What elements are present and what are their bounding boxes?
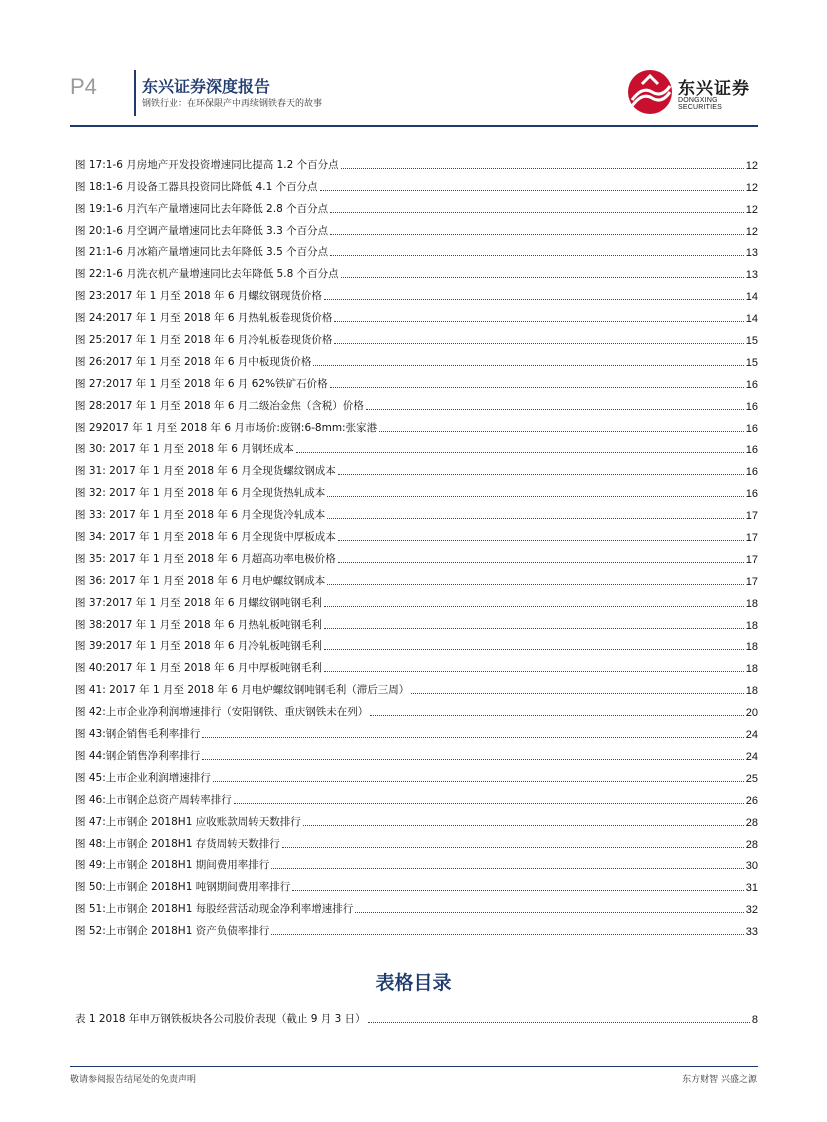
dot-leader [324, 649, 744, 650]
dot-leader [341, 277, 744, 278]
table-list [75, 1004, 758, 1026]
table-entry[interactable] [75, 1004, 758, 1026]
figure-entry-label: 图 41: 2017 年 1 月至 2018 年 6 月电炉螺纹钢吨钢毛利（滞后三周） [75, 684, 410, 697]
dot-leader [366, 409, 744, 410]
figure-entry-label: 图 32: 2017 年 1 月至 2018 年 6 月全现货热轧成本 [75, 487, 326, 500]
figure-entry[interactable] [75, 719, 758, 741]
figure-entry-label: 图 50:上市钢企 2018H1 吨钢期间费用率排行 [75, 881, 291, 894]
figure-entry-label: 图 21:1-6 月冰箱产量增速同比去年降低 3.5 个百分点 [75, 246, 329, 259]
tables-section-title: 表格目录 [375, 972, 452, 994]
dot-leader [330, 234, 744, 235]
figure-entry-page: 15 [745, 356, 758, 369]
figure-entry-page: 30 [745, 860, 758, 873]
figure-entry[interactable] [75, 675, 758, 697]
page-number: P4 [70, 74, 97, 99]
figure-entry-label: 图 47:上市钢企 2018H1 应收账款周转天数排行 [75, 815, 301, 828]
figure-entry[interactable] [75, 807, 758, 829]
figure-entry-label: 图 28:2017 年 1 月至 2018 年 6 月二级冶金焦（含税）价格 [75, 399, 364, 412]
dot-leader [338, 540, 744, 541]
figure-entry[interactable] [75, 566, 758, 588]
figure-entry[interactable] [75, 872, 758, 894]
figure-entry-page: 28 [745, 838, 758, 851]
dot-leader [411, 693, 744, 694]
dot-leader [379, 431, 744, 432]
logo-mark-icon [628, 70, 672, 114]
figure-entry[interactable] [75, 522, 758, 544]
figure-entry-page: 18 [745, 597, 758, 610]
figure-entry-page: 16 [745, 378, 758, 391]
figure-entry-label: 图 39:2017 年 1 月至 2018 年 6 月冷轧板吨钢毛利 [75, 640, 322, 653]
dot-leader [324, 299, 744, 300]
figure-entry-label: 图 34: 2017 年 1 月至 2018 年 6 月全现货中厚板成本 [75, 531, 336, 544]
dot-leader [282, 847, 744, 848]
report-subtitle: 钢铁行业：在环保限产中再续钢铁春天的故事 [142, 99, 323, 109]
figure-entry[interactable] [75, 347, 758, 369]
dot-leader [303, 825, 744, 826]
figure-entry-page: 17 [745, 553, 758, 566]
figure-entry-label: 图 24:2017 年 1 月至 2018 年 6 月热轧板卷现货价格 [75, 312, 333, 325]
figure-entry-label: 图 49:上市钢企 2018H1 期间费用率排行 [75, 859, 270, 872]
figure-entry[interactable] [75, 610, 758, 632]
figure-entry[interactable] [75, 653, 758, 675]
dot-leader [202, 737, 744, 738]
figure-entry-label: 图 36: 2017 年 1 月至 2018 年 6 月电炉螺纹钢成本 [75, 574, 326, 587]
figure-entry-page: 25 [745, 772, 758, 785]
figure-entry-label: 图 46:上市钢企总资产周转率排行 [75, 793, 232, 806]
dot-leader [324, 671, 744, 672]
figure-entry-page: 16 [745, 400, 758, 413]
figure-entry[interactable] [75, 172, 758, 194]
figure-entry[interactable] [75, 894, 758, 916]
figure-entry-label: 图 26:2017 年 1 月至 2018 年 6 月中板现货价格 [75, 355, 312, 368]
figure-entry[interactable] [75, 216, 758, 238]
figure-entry-page: 15 [745, 335, 758, 348]
figure-entry-page: 16 [745, 422, 758, 435]
dot-leader [341, 168, 744, 169]
dot-leader [338, 562, 744, 563]
figure-entry[interactable] [75, 391, 758, 413]
figure-entry-page: 24 [745, 729, 758, 742]
figure-entry[interactable] [75, 544, 758, 566]
figure-entry-label: 图 45:上市企业利润增速排行 [75, 771, 211, 784]
figure-list [75, 150, 758, 938]
figure-entry-label: 图 17:1-6 月房地产开发投资增速同比提高 1.2 个百分点 [75, 158, 339, 171]
dot-leader [330, 212, 744, 213]
figure-entry[interactable] [75, 478, 758, 500]
figure-entry-page: 26 [745, 794, 758, 807]
figure-entry-page: 18 [745, 685, 758, 698]
figure-entry-label: 图 52:上市钢企 2018H1 资产负债率排行 [75, 925, 270, 938]
dot-leader [202, 759, 744, 760]
figure-entry-label: 图 35: 2017 年 1 月至 2018 年 6 月超高功率电极价格 [75, 552, 336, 565]
figure-entry[interactable] [75, 785, 758, 807]
dot-leader [324, 628, 744, 629]
dot-leader [320, 190, 744, 191]
figure-entry-label: 图 42:上市企业净利润增速排行（安阳钢铁、重庆钢铁未在列） [75, 706, 369, 719]
figure-entry-label: 图 31: 2017 年 1 月至 2018 年 6 月全现货螺纹钢成本 [75, 465, 336, 478]
figure-entry[interactable] [75, 259, 758, 281]
figure-entry-page: 12 [745, 181, 758, 194]
figure-entry[interactable] [75, 500, 758, 522]
figure-entry-page: 12 [745, 203, 758, 216]
dot-leader [355, 912, 744, 913]
dot-leader [327, 584, 744, 585]
figure-entry[interactable] [75, 194, 758, 216]
figure-entry-label: 图 48:上市钢企 2018H1 存货周转天数排行 [75, 837, 280, 850]
dot-leader [334, 321, 743, 322]
figure-entry-page: 16 [745, 466, 758, 479]
figure-entry-page: 12 [745, 225, 758, 238]
figure-entry-page: 17 [745, 510, 758, 523]
figure-entry[interactable] [75, 303, 758, 325]
figure-entry[interactable] [75, 325, 758, 347]
figure-entry-page: 31 [745, 882, 758, 895]
header-divider [134, 70, 136, 116]
figure-entry-page: 17 [745, 575, 758, 588]
figure-entry-label: 图 33: 2017 年 1 月至 2018 年 6 月全现货冷轧成本 [75, 509, 326, 522]
dot-leader [330, 387, 744, 388]
dot-leader [234, 803, 744, 804]
figure-entry-page: 13 [745, 247, 758, 260]
dot-leader [334, 343, 743, 344]
figure-entry-page: 17 [745, 532, 758, 545]
figure-entry[interactable] [75, 632, 758, 654]
figure-entry-page: 20 [745, 707, 758, 720]
figure-entry-label: 图 18:1-6 月设备工器具投资同比降低 4.1 个百分点 [75, 180, 318, 193]
footer-slogan: 东方财智 兴盛之源 [682, 1075, 757, 1085]
figure-entry-label: 图 37:2017 年 1 月至 2018 年 6 月螺纹钢吨钢毛利 [75, 596, 322, 609]
table-entry-page: 8 [751, 1014, 758, 1026]
figure-entry-label: 图 292017 年 1 月至 2018 年 6 月市场价:废钢:6-8mm:张家港 [75, 421, 378, 434]
figure-entry[interactable] [75, 697, 758, 719]
dot-leader [324, 606, 744, 607]
footer-rule [70, 1066, 758, 1067]
figure-entry[interactable] [75, 741, 758, 763]
figure-entry-label: 图 19:1-6 月汽车产量增速同比去年降低 2.8 个百分点 [75, 202, 329, 215]
dot-leader [330, 255, 744, 256]
company-logo [628, 70, 758, 114]
dot-leader [292, 890, 744, 891]
figure-entry[interactable] [75, 150, 758, 172]
figure-entry-label: 图 40:2017 年 1 月至 2018 年 6 月中厚板吨钢毛利 [75, 662, 322, 675]
figure-entry[interactable] [75, 588, 758, 610]
dot-leader [327, 496, 744, 497]
figure-entry[interactable] [75, 829, 758, 851]
figure-entry[interactable] [75, 413, 758, 435]
figure-entry[interactable] [75, 763, 758, 785]
report-title: 东兴证券深度报告 [142, 77, 271, 96]
figure-entry-page: 18 [745, 663, 758, 676]
figure-entry[interactable] [75, 456, 758, 478]
footer-disclaimer: 敬请参阅报告结尾处的免责声明 [70, 1075, 197, 1085]
figure-entry[interactable] [75, 916, 758, 938]
figure-entry-page: 12 [745, 159, 758, 172]
figure-entry-label: 图 27:2017 年 1 月至 2018 年 6 月 62%铁矿石价格 [75, 377, 328, 390]
figure-entry-label: 图 51:上市钢企 2018H1 每股经营活动现金净利率增速排行 [75, 903, 354, 916]
figure-entry-label: 图 23:2017 年 1 月至 2018 年 6 月螺纹钢现货价格 [75, 290, 322, 303]
figure-entry-page: 24 [745, 750, 758, 763]
figure-entry-label: 图 20:1-6 月空调产量增速同比去年降低 3.3 个百分点 [75, 224, 329, 237]
figure-entry-page: 14 [745, 291, 758, 304]
figure-entry[interactable] [75, 369, 758, 391]
figure-entry-page: 33 [745, 926, 758, 939]
dot-leader [213, 781, 744, 782]
figure-entry-page: 16 [745, 444, 758, 457]
figure-entry-page: 18 [745, 641, 758, 654]
figure-entry-label: 图 44:钢企销售净利率排行 [75, 749, 201, 762]
table-entry-label: 表 1 2018 年申万钢铁板块各公司股价表现（截止 9 月 3 日） [75, 1013, 366, 1025]
logo-text-cn: 东兴证券 [678, 79, 750, 99]
figure-entry-label: 图 22:1-6 月洗衣机产量增速同比去年降低 5.8 个百分点 [75, 268, 339, 281]
figure-entry-page: 13 [745, 269, 758, 282]
figure-entry-page: 14 [745, 313, 758, 326]
figure-entry[interactable] [75, 851, 758, 873]
figure-entry-label: 图 43:钢企销售毛利率排行 [75, 728, 201, 741]
figure-entry[interactable] [75, 238, 758, 260]
figure-entry-page: 28 [745, 816, 758, 829]
figure-entry-page: 18 [745, 619, 758, 632]
figure-entry[interactable] [75, 435, 758, 457]
figure-entry-label: 图 25:2017 年 1 月至 2018 年 6 月冷轧板卷现货价格 [75, 334, 333, 347]
figure-entry-page: 32 [745, 904, 758, 917]
dot-leader [313, 365, 743, 366]
logo-text-en: DONGXING SECURITIES [678, 97, 723, 111]
dot-leader [271, 868, 744, 869]
figure-entry-page: 16 [745, 488, 758, 501]
dot-leader [368, 1022, 750, 1023]
dot-leader [370, 715, 744, 716]
figure-entry-label: 图 30: 2017 年 1 月至 2018 年 6 月钢坯成本 [75, 443, 294, 456]
dot-leader [327, 518, 744, 519]
figure-entry[interactable] [75, 281, 758, 303]
figure-entry-label: 图 38:2017 年 1 月至 2018 年 6 月热轧板吨钢毛利 [75, 618, 322, 631]
dot-leader [271, 934, 744, 935]
dot-leader [296, 452, 744, 453]
header-rule [70, 125, 758, 127]
dot-leader [338, 474, 744, 475]
